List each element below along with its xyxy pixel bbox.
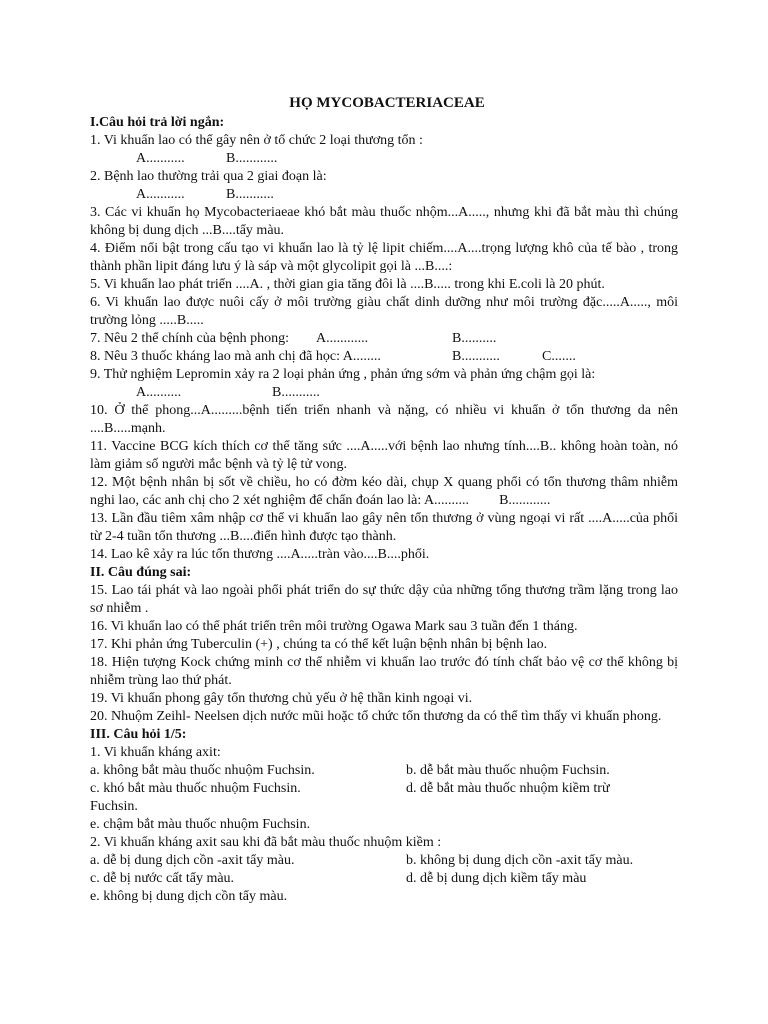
option-d: d. dễ bắt màu thuốc nhuộm kiềm trừ (406, 781, 610, 796)
blank-c: C....... (542, 349, 576, 364)
page-title: HỌ MYCOBACTERIACEAE (289, 95, 485, 111)
question-9-blanks (90, 384, 678, 402)
blank-a: A........... (136, 187, 185, 202)
question-1: 1. Vi khuẩn lao có thể gây nên ở tổ chức 2 loại thương tổn : (90, 133, 423, 148)
mc-question-2: 2. Vi khuẩn kháng axit sau khi đã bắt màu thuốc nhuộm kiềm : (90, 835, 442, 850)
question-13: 13. Lần đầu tiêm xâm nhập cơ thể vi khuẩn lao gây nên tổn thương ở vùng ngoại vi rất ....A.....của phổi từ 2-4 tuần tổn thương ...B....điển hình được tạo thành. (90, 511, 678, 544)
section-heading-multiple-choice: III. Câu hỏi 1/5: (90, 727, 187, 742)
question-7-text: 7. Nêu 2 thể chính của bệnh phong: (90, 331, 290, 346)
question-17: 17. Khi phản ứng Tuberculin (+) , chúng ta có thể kết luận bệnh nhân bị bệnh lao. (90, 637, 548, 652)
question-8 (90, 348, 678, 366)
question-20: 20. Nhuộm Zeihl- Neelsen dịch nước mũi hoặc tổ chức tổn thương da có thể tìm thấy vi khuẩn phong. (90, 709, 662, 724)
option-e: e. chậm bắt màu thuốc nhuộm Fuchsin. (90, 817, 311, 832)
question-15: 15. Lao tái phát và lao ngoài phổi phát triển do sự thức dậy của những tổng thương trầm lặng trong lao sơ nhiễm . (90, 583, 678, 616)
question-11: 11. Vaccine BCG kích thích cơ thể tăng sức ....A.....với bệnh lao nhưng tính....B.. không hoàn toàn, nó làm giảm số người mắc bệnh và tỷ lệ tử vong. (90, 439, 678, 472)
option-d: d. dễ bị dung dịch kiềm tẩy màu (406, 871, 587, 886)
option-b: b. không bị dung dịch cồn -axit tẩy màu. (406, 853, 634, 868)
question-4: 4. Điểm nổi bật trong cấu tạo vi khuẩn lao là tỷ lệ lipit chiếm....A....trọng lượng khô của tế bào , trong thành phần lipit đáng lưu ý là sáp và một glycolipit gọi là ...B....: (90, 241, 678, 274)
mc-1-row-ab (90, 762, 678, 780)
option-c: c. khó bắt màu thuốc nhuộm Fuchsin. (90, 781, 301, 796)
option-a: a. dễ bị dung dịch cồn -axit tẩy màu. (90, 853, 295, 868)
question-1-blanks (90, 150, 678, 168)
option-a: a. không bắt màu thuốc nhuộm Fuchsin. (90, 763, 315, 778)
blank-b: B............ (499, 493, 551, 508)
option-e: e. không bị dung dịch cồn tẩy màu. (90, 889, 288, 904)
blank-b: B........... (452, 349, 500, 364)
question-3: 3. Các vi khuẩn họ Mycobacteriaeae khó bắt màu thuốc nhộm...A....., nhưng khi đã bắt màu thì chúng không bị dung dịch ...B....tẩy màu. (90, 205, 678, 238)
option-c: c. dễ bị nước cất tẩy màu. (90, 871, 235, 886)
question-12 (90, 474, 678, 510)
blank-a: A............ (316, 331, 369, 346)
mc-2-row-cd (90, 870, 678, 888)
question-12-text: 12. Một bệnh nhân bị sốt về chiều, ho có đờm kéo dài, chụp X quang phổi có tổn thương thâm nhiễm nghi lao, các anh chị cho 2 xét nghiệm để chẩn đoán lao là: A.......... (90, 475, 678, 508)
option-b: b. dễ bắt màu thuốc nhuộm Fuchsin. (406, 763, 610, 778)
question-9: 9. Thử nghiệm Lepromin xảy ra 2 loại phản ứng , phản ứng sớm và phản ứng chậm gọi là: (90, 367, 596, 382)
question-6: 6. Vi khuẩn lao được nuôi cấy ở môi trường giàu chất dinh dưỡng như môi trường đặc.....A....., môi trường lỏng .....B..... (90, 295, 678, 328)
question-16: 16. Vi khuẩn lao có thể phát triển trên môi trường Ogawa Mark sau 3 tuần đến 1 tháng. (90, 619, 578, 634)
document-page (90, 94, 678, 906)
section-heading-true-false: II. Câu đúng sai: (90, 565, 192, 580)
mc-question-1: 1. Vi khuẩn kháng axit: (90, 745, 221, 760)
blank-b: B........... (272, 385, 320, 400)
question-18: 18. Hiện tượng Kock chứng minh cơ thể nhiễm vi khuẩn lao trước đó tính chất bảo vệ cơ thể không bị nhiễm trùng lao thứ phát. (90, 655, 678, 688)
blank-b: B........... (226, 187, 274, 202)
question-8-text: 8. Nêu 3 thuốc kháng lao mà anh chị đã học: A........ (90, 349, 381, 364)
question-10: 10. Ở thể phong...A.........bệnh tiến triển nhanh và nặng, có nhiều vi khuẩn ở tổn thương da nên ....B.....mạnh. (90, 403, 678, 436)
blank-a: A.......... (136, 385, 182, 400)
question-19: 19. Vi khuẩn phong gây tổn thương chủ yếu ở hệ thần kinh ngoại vi. (90, 691, 473, 706)
blank-a: A........... (136, 151, 185, 166)
question-2: 2. Bệnh lao thường trải qua 2 giai đoạn là: (90, 169, 327, 184)
mc-1-row-cd (90, 780, 678, 798)
question-14: 14. Lao kê xảy ra lúc tổn thương ....A.....tràn vào....B....phổi. (90, 547, 430, 562)
question-2-blanks (90, 186, 678, 204)
option-d-continued: Fuchsin. (90, 799, 138, 814)
blank-b: B.......... (452, 331, 497, 346)
mc-2-row-ab (90, 852, 678, 870)
section-heading-short-answer: I.Câu hỏi trả lời ngắn: (90, 115, 225, 130)
question-5: 5. Vi khuẩn lao phát triển ....A. , thời gian gia tăng đôi là ....B..... trong khi E.coli là 20 phút. (90, 277, 605, 292)
question-7 (90, 330, 678, 348)
blank-b: B............ (226, 151, 278, 166)
